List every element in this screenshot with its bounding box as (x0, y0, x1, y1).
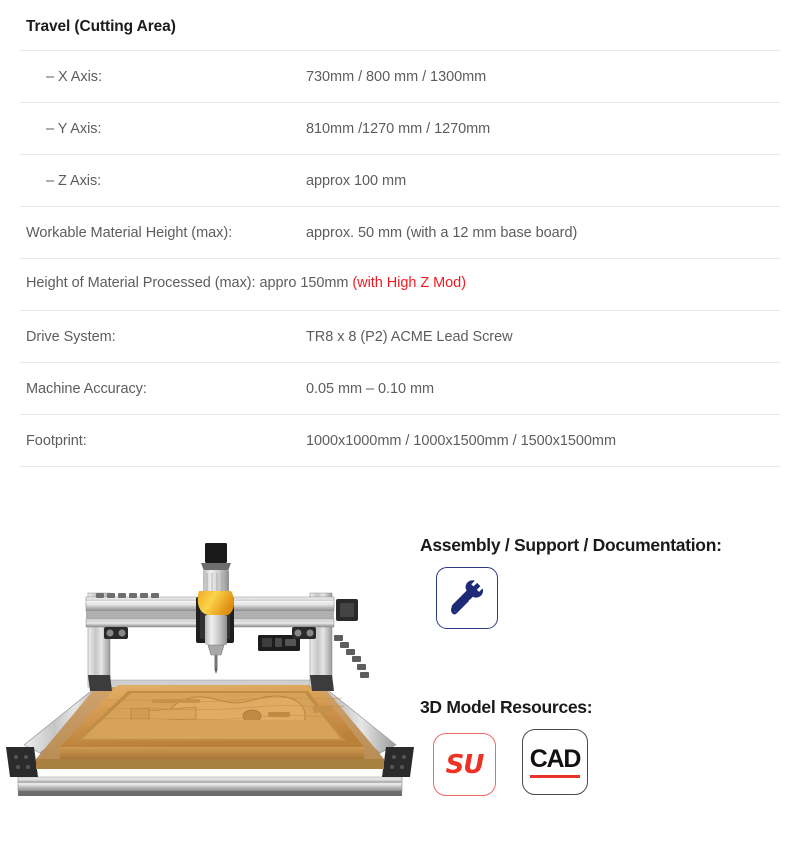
spec-value: approx 100 mm (306, 172, 407, 189)
drag-chain (334, 635, 369, 678)
cad-underline (530, 775, 580, 778)
cad-icon-label: CAD (529, 744, 581, 773)
spec-label: Machine Accuracy: (26, 380, 147, 397)
3d-model-resources-heading: 3D Model Resources: (420, 697, 593, 717)
cad-icon-badge[interactable] (522, 729, 588, 795)
sketchup-icon-label: SU (445, 749, 484, 780)
cnc-machine-svg (0, 515, 420, 860)
spec-fullline (20, 259, 780, 308)
spec-value: 810mm /1270 mm / 1270mm (306, 120, 491, 137)
spec-label: – Y Axis: (46, 120, 102, 137)
spec-value: TR8 x 8 (P2) ACME Lead Screw (306, 328, 513, 345)
spec-label: Drive System: (26, 328, 116, 345)
spec-fullline-text: Height of Material Processed (max): appro 150mm (26, 275, 353, 291)
table-row-high-z (20, 258, 780, 310)
assembly-support-documentation-heading: Assembly / Support / Documentation: (420, 535, 722, 555)
spec-value: 730mm / 800 mm / 1300mm (306, 68, 487, 85)
spec-label: Footprint: (26, 432, 87, 449)
spec-value: approx. 50 mm (with a 12 mm base board) (306, 224, 578, 241)
table-row (20, 50, 780, 102)
spec-label: – X Axis: (46, 68, 102, 85)
lower-section (0, 505, 800, 860)
table-bottom-divider (20, 466, 780, 467)
spec-label: Workable Material Height (max): (26, 224, 233, 241)
resources-column (418, 505, 800, 860)
high-z-mod-note: (with High Z Mod) (352, 275, 466, 291)
tools-icon-badge[interactable] (436, 567, 498, 629)
table-row (20, 362, 780, 414)
table-row (20, 310, 780, 362)
cad-icon (529, 744, 581, 778)
table-row (20, 154, 780, 206)
sketchup-icon-badge[interactable] (433, 733, 496, 796)
page-title: Travel (Cutting Area) (26, 18, 176, 35)
tools-icon (444, 575, 490, 621)
spec-label: – Z Axis: (46, 172, 102, 189)
table-row (20, 414, 780, 466)
cnc-machine-illustration (0, 515, 420, 860)
z-axis-spindle (196, 543, 234, 674)
spec-value: 1000x1000mm / 1000x1500mm / 1500x1500mm (306, 432, 616, 449)
table-row (20, 102, 780, 154)
table-row (20, 206, 780, 258)
spec-value: 0.05 mm – 0.10 mm (306, 380, 435, 397)
